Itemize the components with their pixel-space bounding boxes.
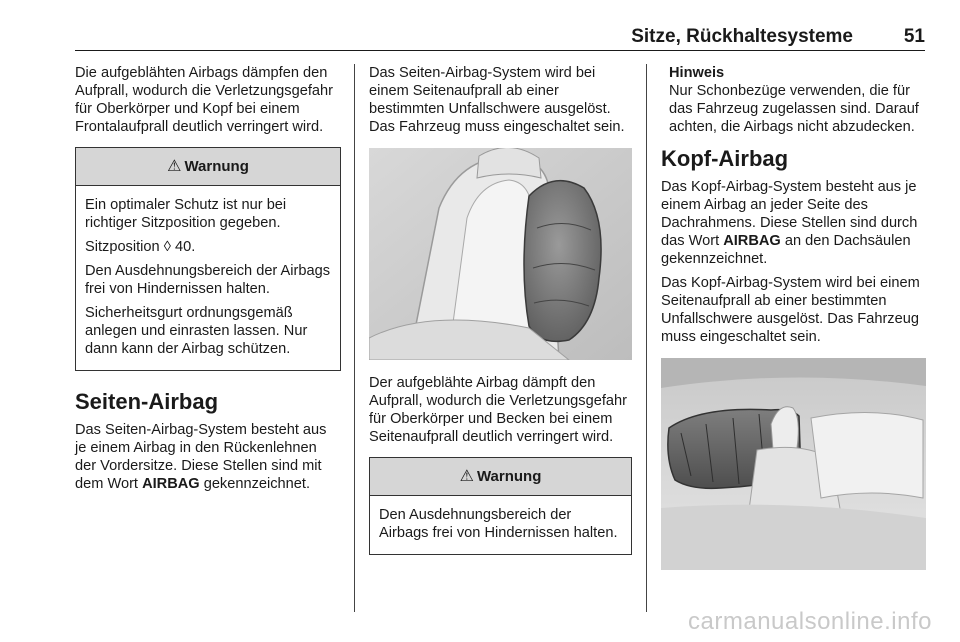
- section-paragraph: [661, 178, 926, 268]
- hint-title: Hinweis: [669, 65, 725, 81]
- section-title-side-airbag: Seiten-Airbag: [75, 389, 219, 414]
- warning-icon: ⚠: [167, 158, 182, 175]
- text-segment: Das Kopf-Airbag-System besteht aus je einem Airbag an jeder Seite des Dachrahmens. Diese Stellen sind durch das Wort: [661, 179, 918, 249]
- warning-title: Warnung: [476, 468, 542, 485]
- bold-word: AIRBAG: [142, 476, 200, 492]
- head-airbag-illustration: [661, 358, 926, 570]
- column-divider: [646, 64, 647, 612]
- section-paragraph: Das Kopf-Airbag-System wird bei einem Seitenaufprall ab einer bestimmten Unfallschwere ausgelöst. Das Fahrzeug muss eingeschaltet sein.: [661, 275, 920, 345]
- warning-text: [85, 238, 331, 256]
- warning-text: Sicherheitsgurt ordnungsgemäß anlegen und einrasten lassen. Nur dann kann der Airbag schützen.: [85, 305, 308, 357]
- text-segment: an den Dachsäulen gekennzeichnet.: [661, 233, 911, 267]
- cross-reference-label: Sitzposition: [85, 239, 160, 255]
- warning-text: Den Ausdehnungsbereich der Airbags frei von Hindernissen halten.: [379, 507, 618, 541]
- warning-box: [75, 147, 341, 371]
- watermark: carmanualsonline.info: [688, 608, 932, 635]
- hint-text: Nur Schonbezüge verwenden, die für das Fahrzeug zugelassen sind. Darauf achten, die Airbags nicht abzudecken.: [669, 83, 919, 135]
- section-title-head-airbag: Kopf-Airbag: [661, 146, 789, 171]
- warning-body: [370, 496, 631, 554]
- intro-paragraph: Das Seiten-Airbag-System wird bei einem Seitenaufprall ab einer bestimmten Unfallschwere ausgelöst. Das Fahrzeug muss eingeschaltet sein.: [369, 65, 625, 135]
- warning-text: Ein optimaler Schutz ist nur bei richtiger Sitzposition gegeben.: [85, 197, 287, 231]
- figure-caption-paragraph: Der aufgeblähte Airbag dämpft den Aufprall, wodurch die Verletzungsgefahr für Oberkörper und Becken bei einem Seitenaufprall deutlich verringert wird.: [369, 375, 627, 445]
- warning-text: Den Ausdehnungsbereich der Airbags frei von Hindernissen halten.: [85, 263, 331, 297]
- page-number: 51: [903, 26, 925, 47]
- section-paragraph: [75, 421, 341, 493]
- page-ref-icon: ◊: [163, 239, 171, 255]
- warning-icon: ⚠: [459, 468, 474, 485]
- side-airbag-illustration: [369, 148, 632, 360]
- intro-paragraph: Die aufgeblähten Airbags dämpfen den Aufprall, wodurch die Verletzungsgefahr für Oberkörper und Kopf bei einem Frontalaufprall deutlich verringert wird.: [75, 65, 333, 135]
- text-segment: gekennzeichnet.: [203, 476, 310, 492]
- page-ref: 40.: [174, 239, 196, 255]
- column-middle: [369, 64, 632, 555]
- column-left: [75, 64, 341, 499]
- warning-body: [76, 186, 340, 370]
- text-segment: Das Seiten-Airbag-System besteht aus je einem Airbag in den Rückenlehnen der Vordersitze. Diese Stellen sind mit dem Wort: [75, 422, 327, 492]
- warning-box: [369, 457, 632, 555]
- warning-title: Warnung: [184, 158, 249, 175]
- page-header: [75, 22, 925, 51]
- warning-header: [370, 458, 631, 496]
- column-divider: [354, 64, 355, 612]
- chapter-title: Sitze, Rückhaltesysteme: [631, 26, 853, 47]
- warning-header: [76, 148, 340, 186]
- bold-word: AIRBAG: [723, 233, 781, 249]
- column-right: [661, 64, 926, 570]
